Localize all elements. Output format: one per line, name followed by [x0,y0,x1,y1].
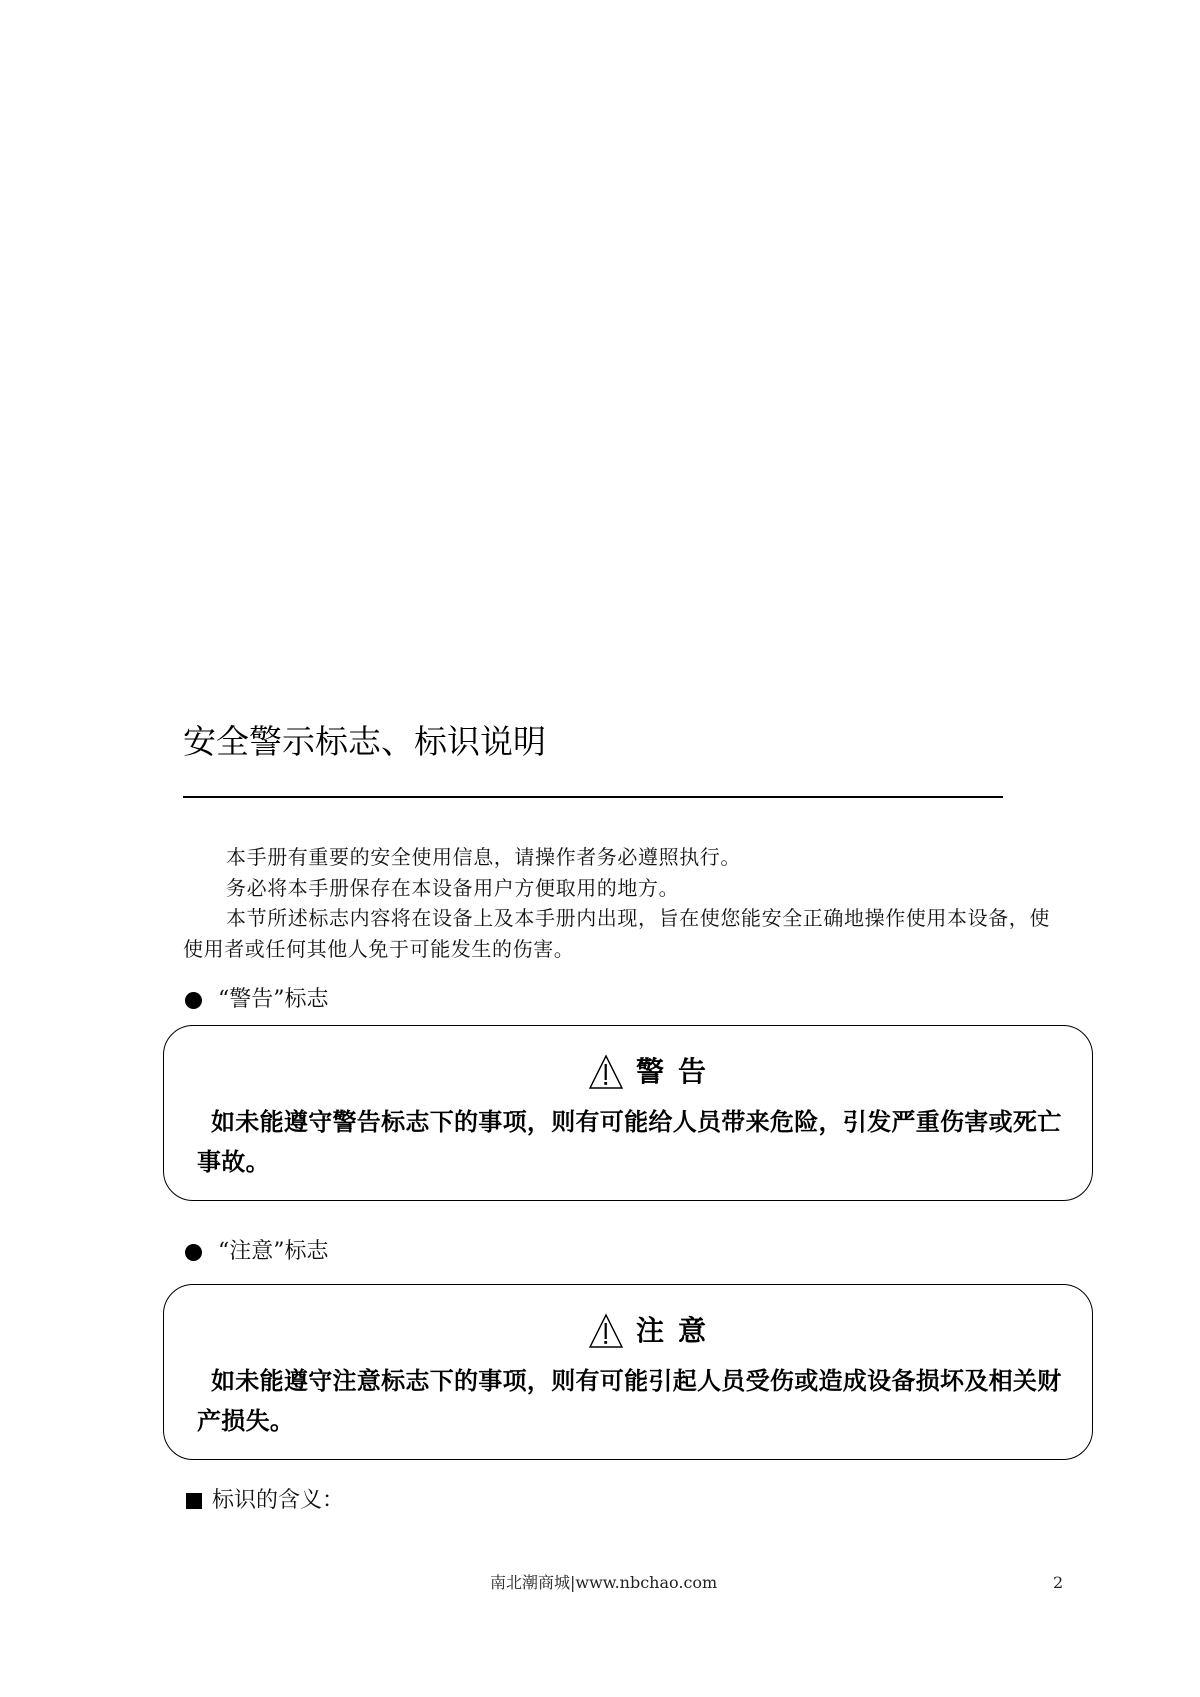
warning-box-title: 警告 [635,1055,720,1088]
title-divider [183,796,1003,798]
warning-box-header [164,1054,1092,1090]
bullet-dot-icon [185,1244,202,1261]
bullet-square-icon [186,1493,202,1509]
warning-box-text: 如未能遵守警告标志下的事项，则有可能给人员带来危险，引发严重伤害或死亡事故。 [197,1108,1062,1176]
warning-triangle-icon [588,1313,624,1349]
meaning-heading-label: 标识的含义： [212,1488,345,1513]
intro-paragraph: 本节所述标志内容将在设备上及本手册内出现，旨在使您能安全正确地操作使用本设备，使使用者或任何其他人免于可能发生的伤害。 [183,906,1050,961]
caution-box-text: 如未能遵守注意标志下的事项，则有可能引起人员受伤或造成设备损坏及相关财产损失。 [197,1367,1062,1435]
intro-paragraph: 务必将本手册保存在本设备用户方便取用的地方。 [226,875,680,900]
bullet-dot-icon [185,992,202,1009]
warning-triangle-icon [588,1054,624,1090]
section-title: 安全警示标志、标识说明 [183,722,546,761]
caution-heading-label: “注意”标志 [218,1239,329,1264]
footer-source: 南北潮商城|www.nbchao.com [490,1573,718,1592]
caution-heading [185,1237,329,1267]
caution-box-title: 注意 [635,1314,720,1347]
caution-box-header [164,1313,1092,1349]
intro-text [183,842,1053,964]
warning-box [163,1025,1093,1201]
meaning-heading [186,1486,344,1516]
warning-heading-label: “警告”标志 [218,987,329,1012]
caution-box [163,1284,1093,1460]
intro-paragraph: 本手册有重要的安全使用信息，请操作者务必遵照执行。 [226,845,741,869]
warning-heading [185,985,329,1015]
page-number: 2 [1053,1573,1064,1592]
